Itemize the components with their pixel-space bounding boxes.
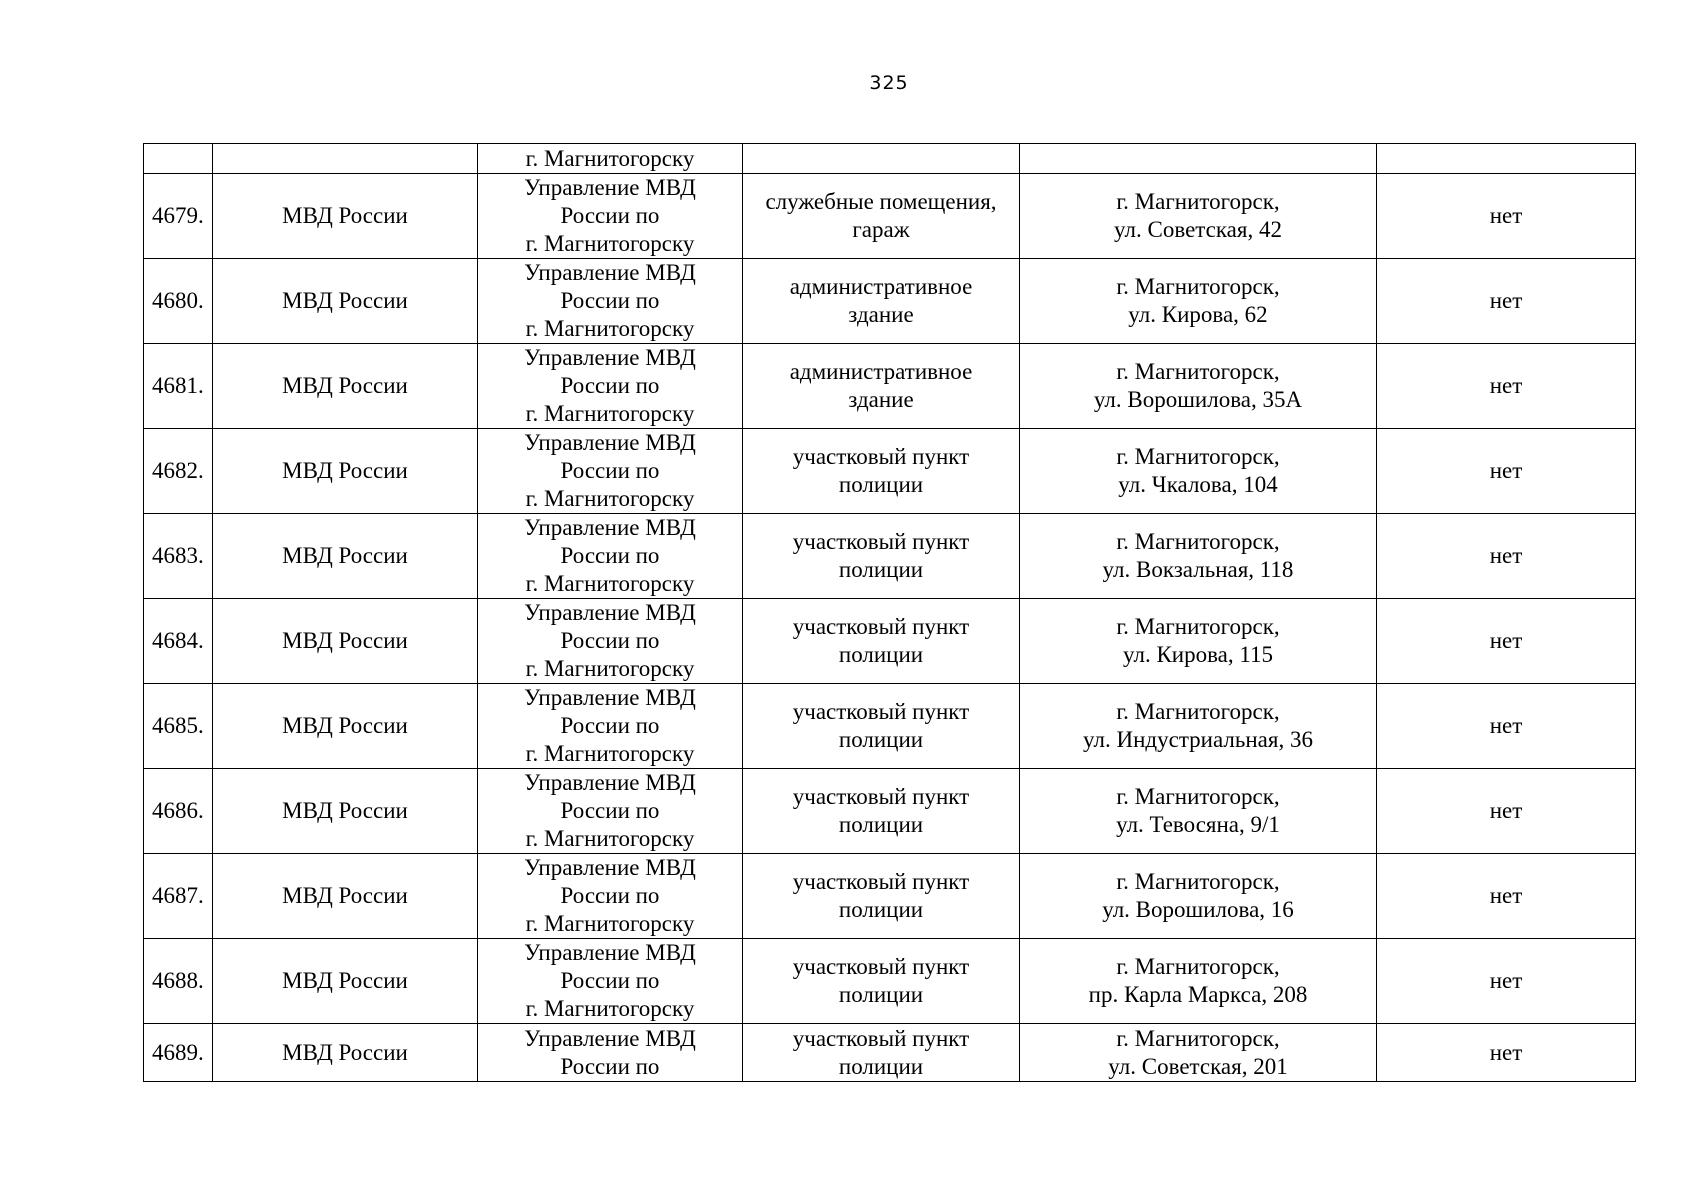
cell-flag: нет	[1377, 854, 1636, 939]
cell-org	[478, 1024, 743, 1082]
cell-flag: нет	[1377, 939, 1636, 1024]
table-row	[144, 769, 1636, 854]
cell-object-line: участковый пункт	[792, 699, 970, 724]
cell-address	[1020, 599, 1377, 684]
cell-org-line: Управление МВД	[524, 685, 696, 710]
cell-org-line: России по	[560, 373, 660, 398]
cell-address-line: ул. Кирова, 62	[1128, 302, 1268, 327]
cell-ministry: МВД России	[213, 174, 478, 259]
table-row	[144, 259, 1636, 344]
cell-num: 4681.	[144, 344, 213, 429]
cell-flag: нет	[1377, 769, 1636, 854]
registry-table	[143, 143, 1636, 1082]
cell-ministry: МВД России	[213, 939, 478, 1024]
cell-address-line: г. Магнитогорск,	[1116, 274, 1280, 299]
cell-org-line: г. Магнитогорску	[525, 656, 695, 681]
cell-object-line: полиции	[838, 642, 924, 667]
cell-address-line: ул. Чкалова, 104	[1118, 472, 1278, 497]
cell-object-line: участковый пункт	[792, 784, 970, 809]
cell-address-line: ул. Советская, 42	[1114, 217, 1282, 242]
cell-flag: нет	[1377, 174, 1636, 259]
cell-org-line: России по	[560, 288, 660, 313]
cell-object-line: участковый пункт	[792, 444, 970, 469]
cell-object-line: полиции	[838, 1053, 924, 1079]
cell-org	[478, 514, 743, 599]
cell-flag: нет	[1377, 1024, 1636, 1082]
cell-object-line: полиции	[838, 897, 924, 922]
cell-org	[478, 854, 743, 939]
cell-object-line: административное	[789, 359, 973, 384]
cell-org-line: г. Магнитогорску	[525, 911, 695, 936]
cell-org-line: г. Магнитогорску	[525, 741, 695, 766]
cell-flag: нет	[1377, 344, 1636, 429]
cell-org-line: России по	[560, 1053, 660, 1079]
cell-object-line: участковый пункт	[792, 1025, 970, 1051]
cell-num: 4685.	[144, 684, 213, 769]
cell-org-line: Управление МВД	[524, 260, 696, 285]
cell-flag: нет	[1377, 514, 1636, 599]
cell-num: 4687.	[144, 854, 213, 939]
cell-address-line: ул. Тевосяна, 9/1	[1116, 812, 1280, 837]
cell-org-line: г. Магнитогорску	[525, 571, 695, 596]
cell-org	[478, 144, 743, 174]
cell-ministry: МВД России	[213, 259, 478, 344]
cell-org	[478, 259, 743, 344]
cell-address	[1020, 429, 1377, 514]
cell-org-line: Управление МВД	[524, 855, 696, 880]
cell-num: 4689.	[144, 1024, 213, 1082]
cell-address	[1020, 769, 1377, 854]
cell-org-line: Управление МВД	[524, 600, 696, 625]
cell-org-line: г. Магнитогорску	[525, 486, 695, 511]
cell-address	[1020, 939, 1377, 1024]
table-body	[144, 144, 1636, 1082]
cell-org-line: Управление МВД	[524, 1025, 696, 1051]
cell-object	[743, 599, 1020, 684]
cell-object-line: полиции	[838, 727, 924, 752]
cell-ministry: МВД России	[213, 854, 478, 939]
cell-flag: нет	[1377, 684, 1636, 769]
cell-org-line: Управление МВД	[524, 515, 696, 540]
cell-object-line: полиции	[838, 557, 924, 582]
cell-num: 4679.	[144, 174, 213, 259]
cell-org-line: России по	[560, 543, 660, 568]
cell-address-line: пр. Карла Маркса, 208	[1088, 982, 1308, 1007]
cell-address-line: ул. Ворошилова, 35А	[1093, 387, 1303, 412]
cell-ministry: МВД России	[213, 1024, 478, 1082]
cell-address-line: г. Магнитогорск,	[1116, 784, 1280, 809]
cell-object-line: полиции	[838, 472, 924, 497]
cell-num: 4686.	[144, 769, 213, 854]
cell-object	[743, 939, 1020, 1024]
cell-object-line: участковый пункт	[792, 529, 970, 554]
cell-address	[1020, 854, 1377, 939]
cell-org-line: г. Магнитогорску	[525, 401, 695, 426]
cell-address-line: г. Магнитогорск,	[1116, 954, 1280, 979]
cell-address-line: г. Магнитогорск,	[1116, 529, 1280, 554]
cell-address-line: ул. Кирова, 115	[1122, 642, 1274, 667]
cell-object-line: полиции	[838, 982, 924, 1007]
cell-org-line: г. Магнитогорску	[525, 316, 695, 341]
cell-object-line: здание	[848, 387, 914, 412]
cell-org-line: России по	[560, 883, 660, 908]
cell-object-line: участковый пункт	[792, 954, 970, 979]
cell-address	[1020, 174, 1377, 259]
cell-org-line: России по	[560, 713, 660, 738]
cell-address	[1020, 1024, 1377, 1082]
cell-object	[743, 429, 1020, 514]
table-row	[144, 599, 1636, 684]
cell-org	[478, 429, 743, 514]
cell-object	[743, 514, 1020, 599]
cell-object-line: служебные помещения,	[765, 189, 997, 214]
cell-address-line: ул. Вокзальная, 118	[1102, 557, 1294, 582]
cell-org-line: России по	[560, 203, 660, 228]
cell-ministry: МВД России	[213, 344, 478, 429]
cell-num	[144, 144, 213, 174]
cell-num: 4684.	[144, 599, 213, 684]
cell-num: 4688.	[144, 939, 213, 1024]
cell-address-line: ул. Ворошилова, 16	[1102, 897, 1294, 922]
cell-ministry: МВД России	[213, 599, 478, 684]
table-row	[144, 429, 1636, 514]
cell-org-line: Управление МВД	[524, 770, 696, 795]
cell-org	[478, 684, 743, 769]
cell-object-line: полиции	[838, 812, 924, 837]
cell-flag	[1377, 144, 1636, 174]
cell-org-line: Управление МВД	[524, 940, 696, 965]
cell-num: 4683.	[144, 514, 213, 599]
table-row	[144, 174, 1636, 259]
cell-object	[743, 344, 1020, 429]
cell-org	[478, 599, 743, 684]
cell-org-line: России по	[560, 798, 660, 823]
cell-org-line: г. Магнитогорску	[525, 145, 695, 171]
cell-object	[743, 1024, 1020, 1082]
cell-object-line: участковый пункт	[792, 869, 970, 894]
cell-address-line: ул. Индустриальная, 36	[1083, 727, 1313, 752]
cell-org-line: г. Магнитогорску	[525, 826, 695, 851]
cell-org-line: г. Магнитогорску	[525, 231, 695, 256]
cell-org-line: России по	[560, 458, 660, 483]
cell-org-line: Управление МВД	[524, 345, 696, 370]
table-row	[144, 514, 1636, 599]
cell-address	[1020, 344, 1377, 429]
page-number: 325	[869, 72, 909, 94]
cell-object	[743, 174, 1020, 259]
cell-ministry: МВД России	[213, 769, 478, 854]
cell-ministry: МВД России	[213, 429, 478, 514]
cell-org-line: России по	[560, 628, 660, 653]
cell-org-line: Управление МВД	[524, 430, 696, 455]
cell-object-line: участковый пункт	[792, 614, 970, 639]
cell-object	[743, 854, 1020, 939]
cell-num: 4680.	[144, 259, 213, 344]
cell-address-line: г. Магнитогорск,	[1116, 189, 1280, 214]
cell-ministry	[213, 144, 478, 174]
table-row	[144, 684, 1636, 769]
cell-object-line: гараж	[852, 217, 910, 242]
cell-org	[478, 939, 743, 1024]
cell-address	[1020, 259, 1377, 344]
cell-org-line: г. Магнитогорску	[525, 996, 695, 1021]
cell-ministry: МВД России	[213, 684, 478, 769]
table-row	[144, 344, 1636, 429]
cell-address	[1020, 684, 1377, 769]
cell-flag: нет	[1377, 259, 1636, 344]
cell-object-line: административное	[789, 274, 973, 299]
cell-org	[478, 344, 743, 429]
cell-address-line: г. Магнитогорск,	[1116, 869, 1280, 894]
table-row	[144, 854, 1636, 939]
cell-org	[478, 174, 743, 259]
cell-flag: нет	[1377, 599, 1636, 684]
cell-address-line: г. Магнитогорск,	[1116, 614, 1280, 639]
cell-object	[743, 144, 1020, 174]
table-row-continuation	[144, 144, 1636, 174]
cell-address-line: г. Магнитогорск,	[1116, 444, 1280, 469]
cell-org-line: России по	[560, 968, 660, 993]
cell-org	[478, 769, 743, 854]
cell-num: 4682.	[144, 429, 213, 514]
cell-address	[1020, 144, 1377, 174]
cell-ministry: МВД России	[213, 514, 478, 599]
cell-flag: нет	[1377, 429, 1636, 514]
table-row	[144, 1024, 1636, 1082]
cell-org-line: Управление МВД	[524, 175, 696, 200]
cell-address-line: г. Магнитогорск,	[1116, 699, 1280, 724]
table-row	[144, 939, 1636, 1024]
cell-address-line: г. Магнитогорск,	[1116, 1025, 1280, 1051]
cell-object	[743, 259, 1020, 344]
cell-address	[1020, 514, 1377, 599]
cell-object-line: здание	[848, 302, 914, 327]
cell-object	[743, 769, 1020, 854]
cell-object	[743, 684, 1020, 769]
cell-address-line: ул. Советская, 201	[1108, 1053, 1288, 1079]
cell-address-line: г. Магнитогорск,	[1116, 359, 1280, 384]
